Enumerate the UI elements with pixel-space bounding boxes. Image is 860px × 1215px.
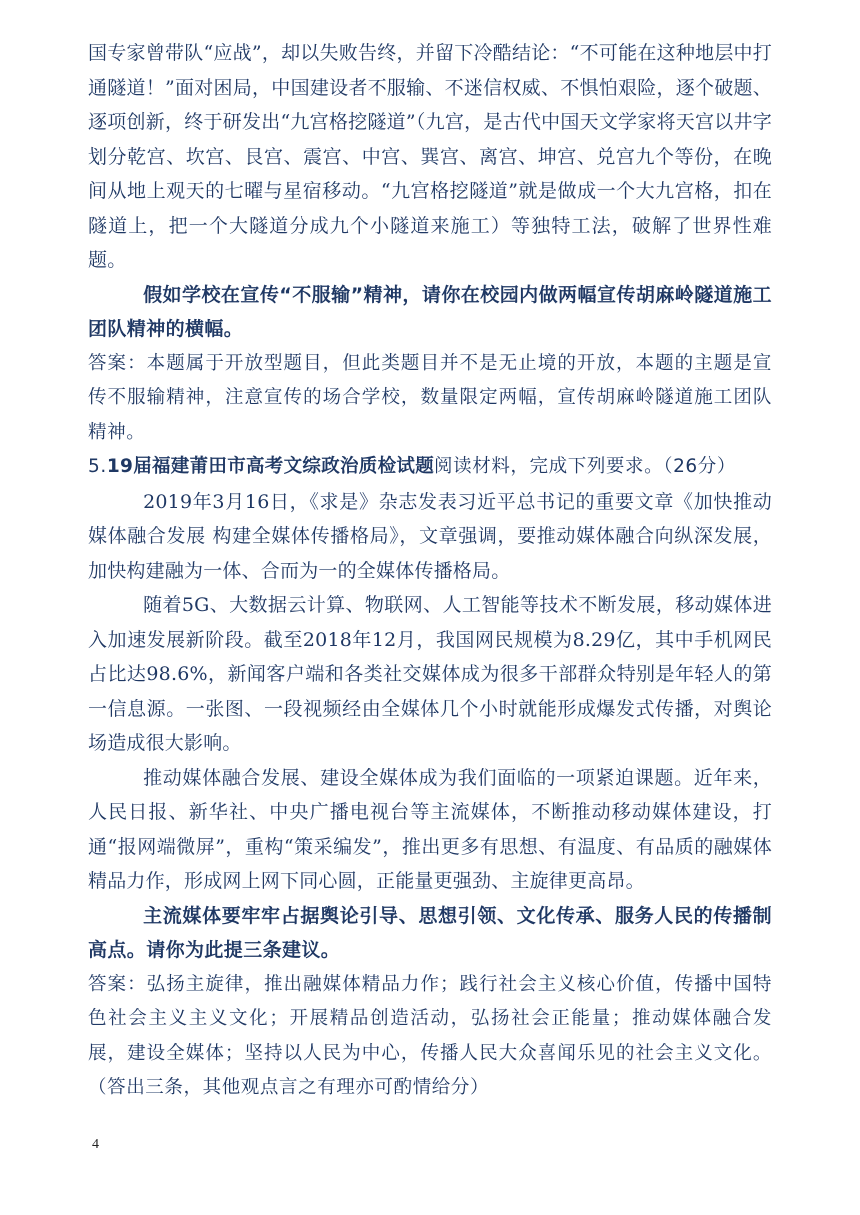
question-5-number: 5. bbox=[88, 456, 107, 477]
question-5: 主流媒体要牢牢占据舆论引导、思想引领、文化传承、服务人民的传播制高点。请你为此提三条建议。 bbox=[88, 904, 772, 961]
question-5-header bbox=[88, 450, 772, 485]
document-body bbox=[88, 36, 772, 1106]
material-paragraph-3: 推动媒体融合发展、建设全媒体成为我们面临的一项紧迫课题。近年来，人民日报、新华社、中央广播电视台等主流媒体，不断推动移动媒体建设，打通“报网端微屏”，重构“策采编发”，推出更多有思想、有温度、有品质的融媒体精品力作，形成网上网下同心圆，正能量更强劲、主旋律更高昂。 bbox=[88, 766, 772, 892]
question-4: 假如学校在宣传“不服输”精神，请你在校园内做两幅宣传胡麻岭隧道施工团队精神的横幅。 bbox=[88, 283, 772, 340]
question-5-source: 19届福建莆田市高考文综政治质检试题 bbox=[106, 456, 435, 477]
material-paragraph-1: 2019年3月16日，《求是》杂志发表习近平总书记的重要文章《加快推动媒体融合发展 构建全媒体传播格局》，文章强调，要推动媒体融合向纵深发展，加快构建融为一体、合而为一的全媒体传播格局。 bbox=[88, 490, 772, 582]
answer-4: 答案：本题属于开放型题目，但此类题目并不是无止境的开放，本题的主题是宣传不服输精神，注意宣传的场合学校，数量限定两幅，宣传胡麻岭隧道施工团队精神。 bbox=[88, 352, 772, 443]
question-5-instruction: 阅读材料，完成下列要求。（26分） bbox=[434, 456, 737, 477]
material-paragraph-2: 随着5G、大数据云计算、物联网、人工智能等技术不断发展，移动媒体进入加速发展新阶段。截至2018年12月，我国网民规模为8.29亿，其中手机网民占比达98.6%，新闻客户端和各类社交媒体成为很多干部群众特别是年轻人的第一信息源。一张图、一段视频经由全媒体几个小时就能形成爆发式传播，对舆论场造成很大影响。 bbox=[88, 594, 772, 754]
answer-5: 答案：弘扬主旋律，推出融媒体精品力作；践行社会主义核心价值，传播中国特色社会主义主义文化；开展精品创造活动，弘扬社会正能量；推动媒体融合发展，建设全媒体；坚持以人民为中心，传播人民大众喜闻乐见的社会主义文化。（答出三条，其他观点言之有理亦可酌情给分） bbox=[88, 973, 772, 1098]
page-number: 4 bbox=[92, 1137, 99, 1152]
intro-paragraph: 国专家曾带队“应战”，却以失败告终，并留下冷酷结论：“不可能在这种地层中打通隧道！”面对困局，中国建设者不服输、不迷信权威、不惧怕艰险，逐个破题、逐项创新，终于研发出“九宫格挖隧道”（九宫，是古代中国天文学家将天宫以井字划分乾宫、坎宫、艮宫、震宫、中宫、巽宫、离宫、坤宫、兑宫九个等份，在晚间从地上观天的七曜与星宿移动。“九宫格挖隧道”就是做成一个大九宫格，扣在隧道上，把一个大隧道分成九个小隧道来施工）等独特工法，破解了世界性难题。 bbox=[88, 42, 772, 271]
